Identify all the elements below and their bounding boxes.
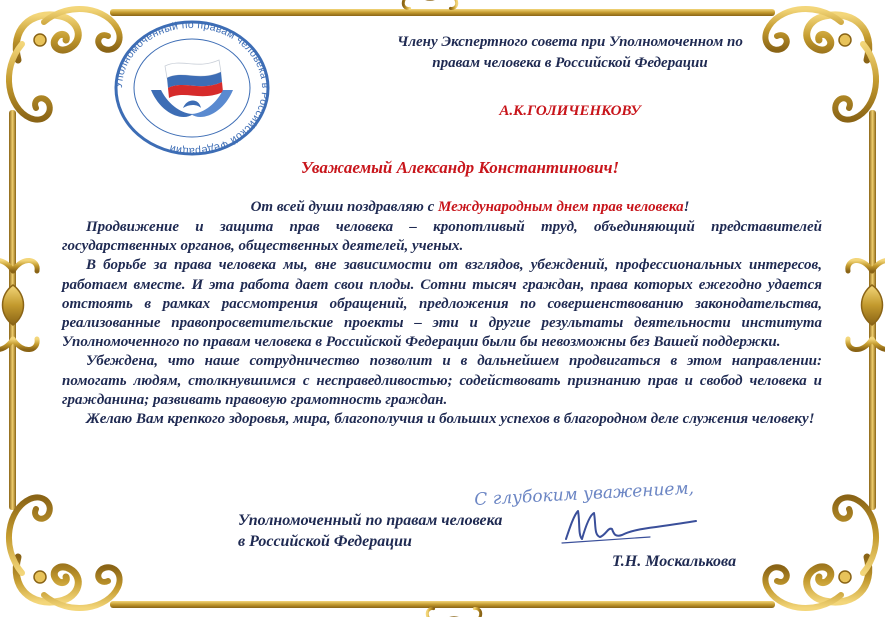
recipient-title: [340, 32, 800, 74]
recipient-title-line2: правам человека в Российской Федерации: [432, 55, 708, 71]
greeting-after: !: [683, 199, 690, 215]
salutation: Уважаемый Александр Константинович!: [300, 158, 620, 177]
closing-text: С глубоким уважением,: [473, 478, 695, 510]
letter-body: [62, 218, 822, 429]
greeting-line: [120, 199, 820, 216]
signer-name: Т.Н. Москалькова: [612, 553, 737, 570]
handwritten-closing: [468, 470, 758, 510]
paragraph: Желаю Вам крепкого здоровья, мира, благополучия и больших успехов в благородном деле служения человеку!: [86, 411, 815, 428]
paragraph: Убеждена, что наше сотрудничество позволит и в дальнейшем продвигаться в этом направлении: помогать людям, столкнувшимся с несправедливостью; содействовать признанию прав и свобод человека и гражданина; развивать правовую грамотность граждан.: [62, 353, 822, 408]
ombudsman-logo: [103, 18, 281, 158]
greeting-highlight: Международным днем прав человека: [438, 199, 684, 215]
signatory-line1: Уполномоченный по правам человека: [238, 512, 503, 529]
recipient-name: А.К.ГОЛИЧЕНКОВУ: [499, 103, 641, 119]
signatory-line2: в Российской Федерации: [238, 533, 412, 550]
paragraph: Продвижение и защита прав человека – кропотливый труд, объединяющий представителей государственных органов, общественных деятелей, ученых.: [62, 219, 822, 255]
handwritten-signature: [560, 505, 700, 550]
signatory-title: [238, 510, 502, 552]
greeting-before: От всей души поздравляю с: [250, 199, 439, 215]
logo-ring-text: Уполномоченный по правам человека в Российской Федерации: [112, 18, 272, 158]
recipient-title-line1: Члену Экспертного совета при Уполномоченном по: [397, 34, 743, 50]
paragraph: В борьбе за права человека мы, вне зависимости от взглядов, убеждений, профессиональных интересов, работаем вместе. И эта работа дает свои плоды. Сотни тысяч граждан, права которых ежегодно удается отстоять в рамках рассмотрения обращений, предложения по совершенствованию законодательства, реализованные правопросветительские проекты – эти и другие результаты деятельности института Уполномоченного по правам человека в Российской Федерации были бы невозможны без Вашей поддержки.: [62, 257, 822, 351]
